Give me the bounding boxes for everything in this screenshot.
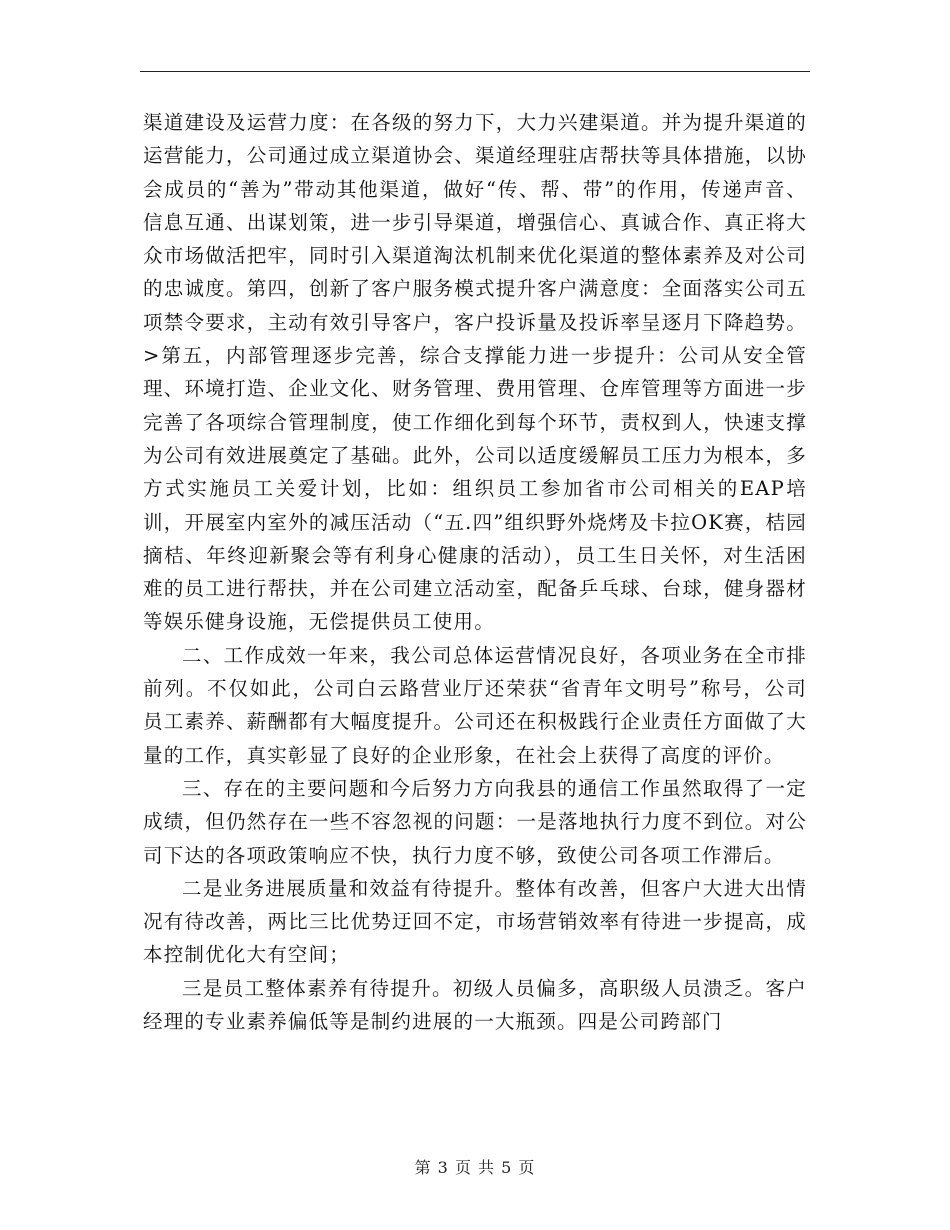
body-paragraph: 三、存在的主要问题和今后努力方向我县的通信工作虽然取得了一定成绩，但仍然存在一些不容忽视的问题：一是落地执行力度不到位。对公司下达的各项政策响应不快，执行力度不够，致使公司各项工作滞后。 bbox=[143, 776, 807, 867]
body-paragraph: 二是业务进展质量和效益有待提升。整体有改善，但客户大进大出情况有待改善，两比三比优势迂回不定，市场营销效率有待进一步提高，成本控制优化大有空间； bbox=[143, 876, 807, 967]
page-number-footer: 第 3 页 共 5 页 bbox=[414, 1158, 536, 1177]
body-paragraph: 三是员工整体素养有待提升。初级人员偏多，高职级人员溃乏。客户经理的专业素养偏低等是制约进展的一大瓶颈。四是公司跨部门 bbox=[143, 976, 807, 1034]
document-body bbox=[143, 106, 807, 1038]
header-rule bbox=[140, 71, 810, 72]
body-paragraph: 渠道建设及运营力度：在各级的努力下，大力兴建渠道。并为提升渠道的运营能力，公司通过成立渠道协会、渠道经理驻店帮扶等具体措施，以协会成员的“善为”带动其他渠道，做好“传、帮、带”的作用，传递声音、信息互通、出谋划策，进一步引导渠道，增强信心、真诚合作、真正将大众市场做活把牢，同时引入渠道淘汰机制来优化渠道的整体素养及对公司的忠诚度。第四，创新了客户服务模式提升客户满意度：全面落实公司五项禁令要求，主动有效引导客户，客户投诉量及投诉率呈逐月下降趋势。>第五，内部管理逐步完善，综合支撑能力进一步提升：公司从安全管理、环境打造、企业文化、财务管理、费用管理、仓库管理等方面进一步完善了各项综合管理制度，使工作细化到每个环节，责权到人，快速支撑为公司有效进展奠定了基础。此外，公司以适度缓解员工压力为根本，多方式实施员工关爱计划，比如：组织员工参加省市公司相关的EAP培训，开展室内室外的减压活动（“五.四”组织野外烧烤及卡拉OK赛，桔园摘桔、年终迎新聚会等有利身心健康的活动），员工生日关怀，对生活困难的员工进行帮扶，并在公司建立活动室，配备乒乓球、台球，健身器材等娱乐健身设施，无偿提供员工使用。 bbox=[143, 111, 807, 634]
body-paragraph: 二、工作成效一年来，我公司总体运营情况良好，各项业务在全市排前列。不仅如此，公司白云路营业厅还荣获“省青年文明号”称号，公司员工素养、薪酬都有大幅度提升。公司还在积极践行企业责任方面做了大量的工作，真实彰显了良好的企业形象，在社会上获得了高度的评价。 bbox=[143, 643, 807, 767]
